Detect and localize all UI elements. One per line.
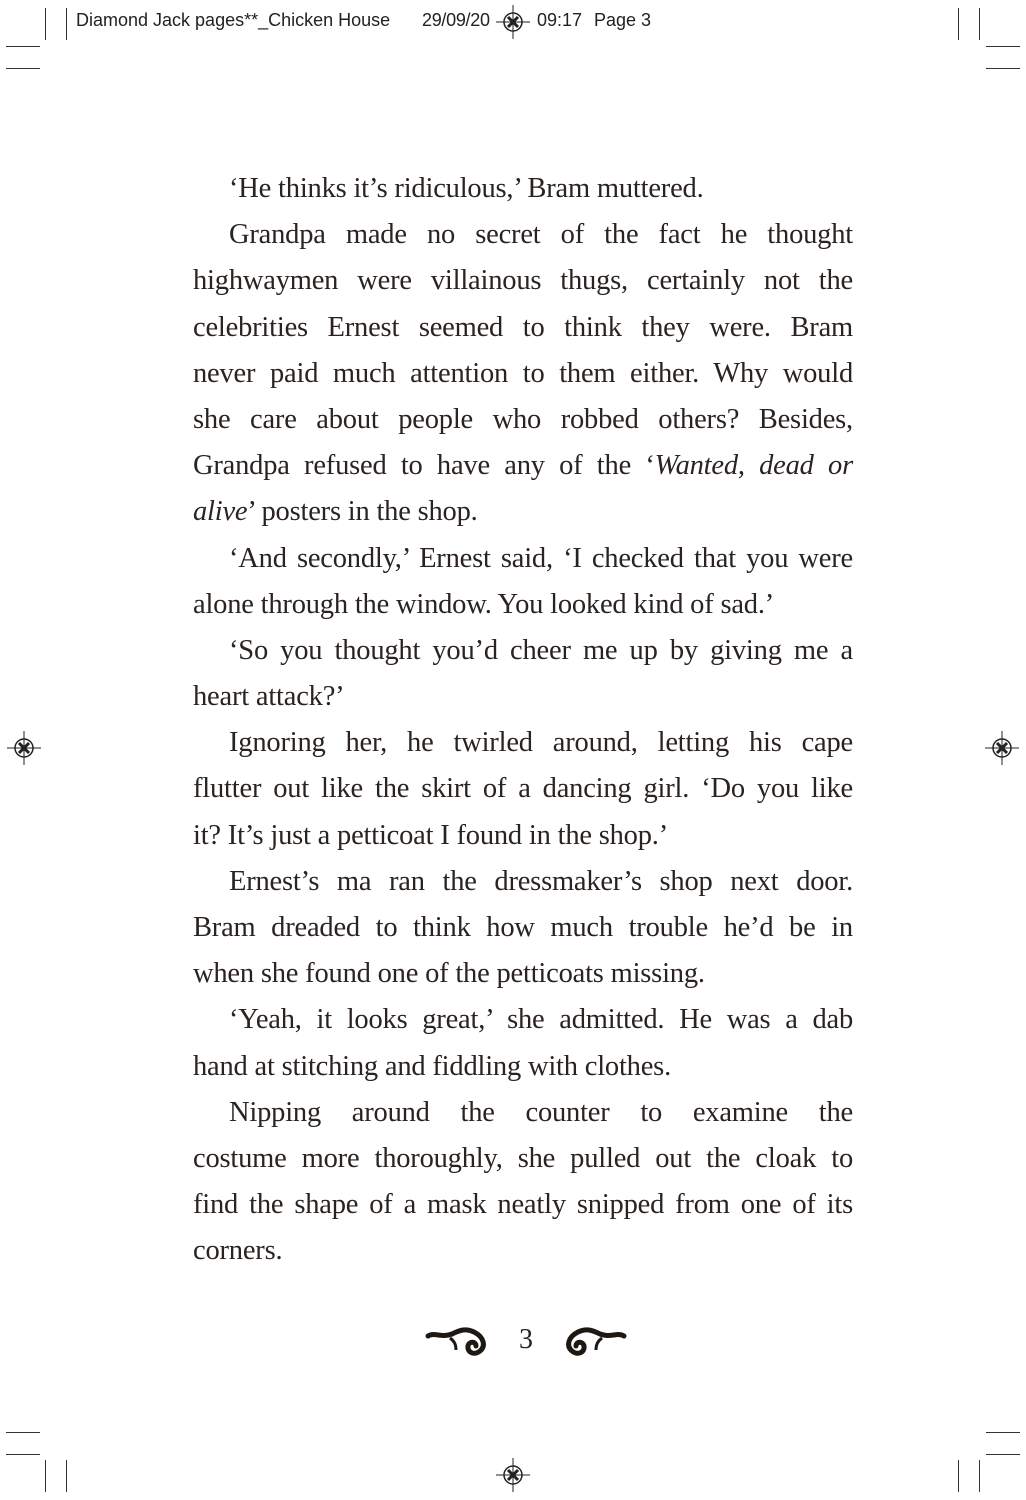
slug-date: 29/09/20 <box>422 10 490 30</box>
crop-mark <box>958 1460 959 1492</box>
text-segment: Grandpa refused to have any of the ‘ <box>193 450 655 482</box>
text-line <box>193 212 853 258</box>
text-line <box>193 720 853 766</box>
text-segment: ’ posters in the shop. <box>247 496 478 528</box>
text-line <box>193 397 853 443</box>
text-segment: alone through the window. You looked kind of sad.’ <box>193 588 775 620</box>
page-number: 3 <box>519 1324 533 1355</box>
text-segment: hand at stitching and fiddling with clothes. <box>193 1050 671 1082</box>
registration-mark-icon <box>985 731 1019 765</box>
crop-mark <box>986 1454 1020 1455</box>
text-segment: never paid much attention to them either. Why would <box>193 357 853 389</box>
text-line <box>193 305 853 351</box>
text-segment: ‘Yeah, it looks great,’ she admitted. He was a dab <box>229 1004 853 1036</box>
crop-mark <box>6 68 40 69</box>
text-line <box>193 443 853 489</box>
text-line <box>193 489 853 535</box>
text-line <box>193 1182 853 1228</box>
text-segment: celebrities Ernest seemed to think they were. Bram <box>193 311 853 343</box>
crop-mark <box>66 1460 67 1492</box>
crop-mark <box>6 1432 40 1433</box>
text-segment: costume more thoroughly, she pulled out the cloak to <box>193 1142 853 1174</box>
text-segment: ‘And secondly,’ Ernest said, ‘I checked that you were <box>229 542 853 574</box>
text-line <box>193 582 853 628</box>
text-segment: highwaymen were villainous thugs, certainly not the <box>193 265 853 297</box>
text-segment: Ernest’s ma ran the dressmaker’s shop next door. <box>229 865 853 897</box>
page-folio <box>424 1322 628 1362</box>
italic-text: Wanted, dead or <box>654 450 853 482</box>
crop-mark <box>6 1454 40 1455</box>
crop-mark <box>986 1432 1020 1433</box>
text-line <box>193 351 853 397</box>
slug-page: Page 3 <box>594 10 652 30</box>
text-line <box>193 1228 853 1274</box>
text-segment: flutter out like the skirt of a dancing girl. ‘Do you like <box>193 773 853 805</box>
body-text <box>193 166 853 1275</box>
text-line <box>193 813 853 859</box>
slug-title: Diamond Jack pages**_Chicken House <box>76 10 391 30</box>
text-segment: Nipping around the counter to examine the <box>229 1096 853 1128</box>
text-segment: Ignoring her, he twirled around, letting his cape <box>229 727 853 759</box>
italic-text: alive <box>193 496 248 528</box>
text-line <box>193 766 853 812</box>
text-segment: she care about people who robbed others? Besides, <box>193 403 853 435</box>
text-segment: heart attack?’ <box>193 681 345 713</box>
text-segment: it? It’s just a petticoat I found in the shop.’ <box>193 819 669 851</box>
registration-mark-icon <box>496 5 530 39</box>
text-line <box>193 997 853 1043</box>
text-line <box>193 166 853 212</box>
crop-mark <box>979 1460 980 1492</box>
crop-mark <box>986 68 1020 69</box>
crop-mark <box>6 46 40 47</box>
text-line <box>193 1044 853 1090</box>
text-segment: Grandpa made no secret of the fact he thought <box>229 219 853 251</box>
text-segment: corners. <box>193 1235 283 1267</box>
crop-mark <box>45 1460 46 1492</box>
text-line <box>193 536 853 582</box>
flourish-right-icon <box>562 1326 628 1358</box>
text-line <box>193 905 853 951</box>
text-segment: Bram dreaded to think how much trouble he’d be in <box>193 912 853 943</box>
text-line <box>193 1136 853 1182</box>
text-line <box>193 674 853 720</box>
text-line <box>193 258 853 304</box>
text-line <box>193 1090 853 1136</box>
text-segment: ‘He thinks it’s ridiculous,’ Bram muttered. <box>229 173 704 204</box>
text-segment: when she found one of the petticoats missing. <box>193 958 705 990</box>
text-line <box>193 859 853 905</box>
text-segment: ‘So you thought you’d cheer me up by giving me a <box>229 634 853 666</box>
registration-mark-icon <box>496 1458 530 1492</box>
text-line <box>193 951 853 997</box>
crop-mark <box>986 46 1020 47</box>
slug-time: 09:17 <box>537 10 583 30</box>
text-segment: find the shape of a mask neatly snipped from one of its <box>193 1189 853 1221</box>
registration-mark-icon <box>7 731 41 765</box>
text-line <box>193 628 853 674</box>
